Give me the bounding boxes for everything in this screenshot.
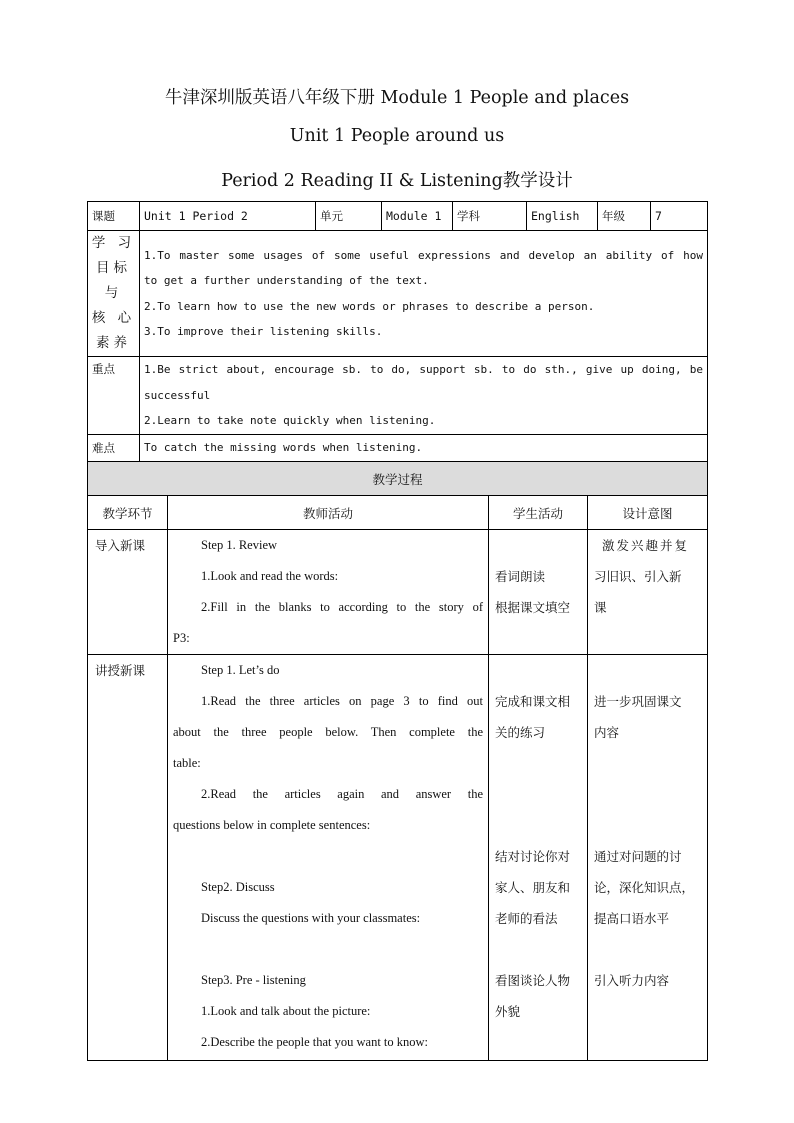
teacher-line: Step 1. Let’s do [201, 663, 280, 677]
lesson-info-table [87, 201, 708, 462]
objectives-label [88, 231, 140, 357]
stage-intro: 导入新课 [88, 530, 168, 655]
intent-line [594, 934, 701, 965]
objectives-label-line: 目标 [96, 260, 131, 276]
difficulty-text: To catch the missing words when listening. [140, 434, 708, 461]
student-line [495, 748, 581, 779]
student-activity-intro [489, 530, 588, 655]
teacher-line: 1.Look and read the words: [201, 569, 339, 583]
stage-new-lesson: 讲授新课 [88, 655, 168, 1061]
student-line [495, 1027, 581, 1058]
grade-value: 7 [651, 202, 708, 231]
process-banner: 教学过程 [88, 462, 708, 496]
header-student: 学生活动 [489, 496, 588, 530]
objectives-label-line: 素养 [96, 335, 131, 351]
intent-line: 论，深化知识点， [594, 880, 695, 895]
objective-line: 3.To improve their listening skills. [144, 325, 383, 338]
subject-value: English [527, 202, 598, 231]
intent-line [594, 996, 701, 1027]
intent-line: 内容 [594, 725, 620, 740]
header-intent: 设计意图 [588, 496, 708, 530]
objectives-content [140, 231, 708, 357]
objectives-label-line: 核 心 [91, 310, 136, 326]
objective-line: 2.To learn how to use the new words or phrases to describe a person. [144, 299, 595, 313]
teacher-line: 2.Describe the people that you want to know: [201, 1035, 429, 1049]
doc-title-line2: Unit 1 People around us [289, 126, 505, 146]
teacher-line: 2.Read the articles again and answer the [201, 787, 483, 801]
intent-line [594, 1027, 701, 1058]
key-point-line: 1.Be strict about, encourage sb. to do, support sb. to do sth., give up doing, be [144, 363, 703, 376]
difficulty-label: 难点 [88, 434, 140, 461]
key-points-label: 重点 [88, 357, 140, 435]
teacher-line: Step2. Discuss [201, 880, 275, 894]
objectives-label-line: 与 [104, 285, 123, 301]
student-line [495, 530, 581, 561]
intent-intro [588, 530, 708, 655]
student-line [495, 810, 581, 841]
student-line: 根据课文填空 [495, 600, 571, 615]
intent-line: 激发兴趣并复 [602, 538, 690, 553]
teacher-line: Step 1. Review [201, 538, 278, 552]
teacher-line: about the three people below. Then complete the [173, 725, 483, 739]
key-point-line: successful [144, 388, 211, 402]
student-line: 看词朗读 [495, 569, 546, 584]
topic-value: Unit 1 Period 2 [140, 202, 316, 231]
teacher-line [173, 934, 483, 965]
student-line [495, 655, 581, 686]
intent-line [594, 810, 701, 841]
student-line: 看图谈论人物 [495, 973, 571, 988]
teacher-activity-new [168, 655, 489, 1061]
teacher-line: Step3. Pre - listening [201, 973, 306, 987]
header-stage: 教学环节 [88, 496, 168, 530]
student-line [495, 934, 581, 965]
doc-title-line1: 牛津深圳版英语八年级下册 Module 1 People and places [164, 88, 630, 108]
teacher-line: 1.Look and talk about the picture: [201, 1004, 371, 1018]
key-point-line: 2.Learn to take note quickly when listening. [144, 414, 436, 427]
intent-line: 进一步巩固课文 [594, 694, 682, 709]
objectives-label-line: 学 习 [91, 235, 136, 251]
teacher-line: 2.Fill in the blanks to according to the story of [201, 600, 483, 614]
doc-title-line3: Period 2 Reading II & Listening教学设计 [221, 171, 573, 191]
teacher-line: Discuss the questions with your classmates: [201, 911, 421, 925]
student-activity-new [489, 655, 588, 1061]
key-points-content [140, 357, 708, 435]
objective-line: to get a further understanding of the text. [144, 274, 429, 287]
student-line: 老师的看法 [495, 911, 558, 926]
teacher-line: 1.Read the three articles on page 3 to find out [201, 694, 483, 708]
teacher-activity-intro [168, 530, 489, 655]
teacher-line: table: [173, 756, 201, 770]
intent-line: 提高口语水平 [594, 911, 670, 926]
student-line: 外貌 [495, 1004, 521, 1019]
intent-line [594, 748, 701, 779]
teaching-process-table [87, 461, 708, 1061]
teacher-line: questions below in complete sentences: [173, 818, 371, 832]
teacher-line: P3: [173, 631, 190, 645]
teacher-line [173, 841, 483, 872]
student-line: 结对讨论你对 [495, 849, 571, 864]
intent-line: 课 [594, 600, 607, 615]
grade-label: 年级 [598, 202, 651, 231]
student-line: 完成和课文相 [495, 694, 571, 709]
intent-line [594, 655, 701, 686]
unit-value: Module 1 [382, 202, 453, 231]
student-line: 家人、朋友和 [495, 880, 571, 895]
student-line [495, 779, 581, 810]
unit-label: 单元 [316, 202, 382, 231]
subject-label: 学科 [453, 202, 527, 231]
intent-new [588, 655, 708, 1061]
objective-line: 1.To master some usages of some useful expressions and develop an ability of how [144, 248, 703, 262]
intent-line [594, 779, 701, 810]
intent-line: 习旧识、引入新 [594, 569, 682, 584]
intent-line: 通过对问题的讨 [594, 849, 682, 864]
intent-line: 引入听力内容 [594, 973, 670, 988]
topic-label: 课题 [88, 202, 140, 231]
header-teacher: 教师活动 [168, 496, 489, 530]
student-line: 关的练习 [495, 725, 546, 740]
